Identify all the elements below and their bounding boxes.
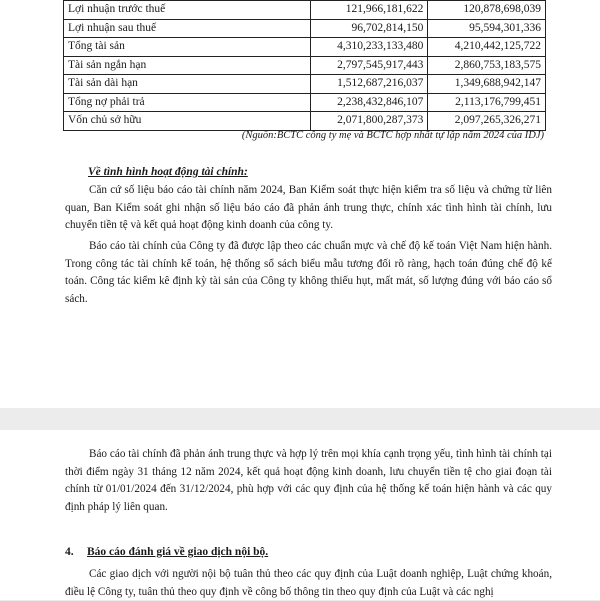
- row-label: Lợi nhuận sau thuế: [64, 19, 311, 38]
- value-col-2: 1,349,688,942,147: [428, 75, 546, 94]
- paragraph-finance-1: Căn cứ số liệu báo cáo tài chính năm 2024, Ban Kiểm soát thực hiện kiểm tra số liệu và chứng từ liên quan, Ban Kiểm soát ghi nhận số liệu báo cáo đã phản ánh trung thực, chính xác tình hình tài chính, lưu chuyển tiền tệ và kết quả hoạt động kinh doanh của công ty.: [65, 184, 552, 231]
- value-col-1: 121,966,181,622: [310, 1, 428, 20]
- table-source-note: (Nguồn:BCTC công ty mẹ và BCTC hợp nhất tự lập năm 2024 của IDJ): [241, 130, 544, 141]
- table-row: [64, 1, 546, 20]
- value-col-1: 2,071,800,287,373: [310, 112, 428, 131]
- value-col-2: 2,097,265,326,271: [428, 112, 546, 131]
- value-col-2: 2,113,176,799,451: [428, 93, 546, 112]
- value-col-2: 4,210,442,125,722: [428, 38, 546, 57]
- table-row: [64, 19, 546, 38]
- paragraph-conclusion: Báo cáo tài chính đã phản ánh trung thực và hợp lý trên mọi khía cạnh trọng yếu, tình hình tài chính tại thời điểm ngày 31 tháng 12 năm 2024, kết quả hoạt động kinh doanh, lưu chuyển tiền tệ cho giai đoạn tài chính từ 01/01/2024 đến 31/12/2024, phù hợp với các quy định của hệ thống kế toán hiện hành và các quy định pháp lý liên quan.: [65, 448, 552, 513]
- row-label: Tài sản ngắn hạn: [64, 56, 311, 75]
- table-row: [64, 112, 546, 131]
- table-row: [64, 38, 546, 57]
- row-label: Tổng tài sản: [64, 38, 311, 57]
- value-col-1: 2,238,432,846,107: [310, 93, 428, 112]
- row-label: Lợi nhuận trước thuế: [64, 1, 311, 20]
- paragraph-finance-2: Báo cáo tài chính của Công ty đã được lập theo các chuẩn mực và chế độ kế toán Việt Nam hiện hành. Trong công tác tài chính kế toán, hệ thống sổ sách biểu mẫu tương đối rõ ràng, hạch toán đúng chế độ kế toán. Công tác kiểm kê định kỳ tài sản của Công ty không thiếu hụt, mất mát, số lượng đúng với báo cáo sổ sách.: [65, 240, 552, 305]
- value-col-2: 2,860,753,183,575: [428, 56, 546, 75]
- table-row: [64, 56, 546, 75]
- table-row: [64, 75, 546, 94]
- section-title: Báo cáo đánh giá về giao dịch nội bộ.: [87, 546, 269, 558]
- section-number: 4.: [65, 546, 74, 558]
- section-heading-internal-transactions: [65, 546, 268, 558]
- row-label: Tài sản dài hạn: [64, 75, 311, 94]
- value-col-2: 120,878,698,039: [428, 1, 546, 20]
- value-col-2: 95,594,301,336: [428, 19, 546, 38]
- value-col-1: 96,702,814,150: [310, 19, 428, 38]
- document-page-2: [0, 430, 600, 600]
- value-col-1: 1,512,687,216,037: [310, 75, 428, 94]
- value-col-1: 2,797,545,917,443: [310, 56, 428, 75]
- value-col-1: 4,310,233,133,480: [310, 38, 428, 57]
- financial-table: [63, 0, 546, 131]
- paragraph-internal-transactions: Các giao dịch với người nội bộ tuân thủ theo các quy định của Luật doanh nghiệp, Luật chứng khoán, điều lệ Công ty, tuân thủ theo quy định về công bố thông tin theo quy định của Luật và các nghị: [65, 568, 552, 598]
- row-label: Vốn chủ sở hữu: [64, 112, 311, 131]
- table-row: [64, 93, 546, 112]
- section-heading-finance: Về tình hình hoạt động tài chính:: [88, 166, 248, 178]
- row-label: Tổng nợ phải trả: [64, 93, 311, 112]
